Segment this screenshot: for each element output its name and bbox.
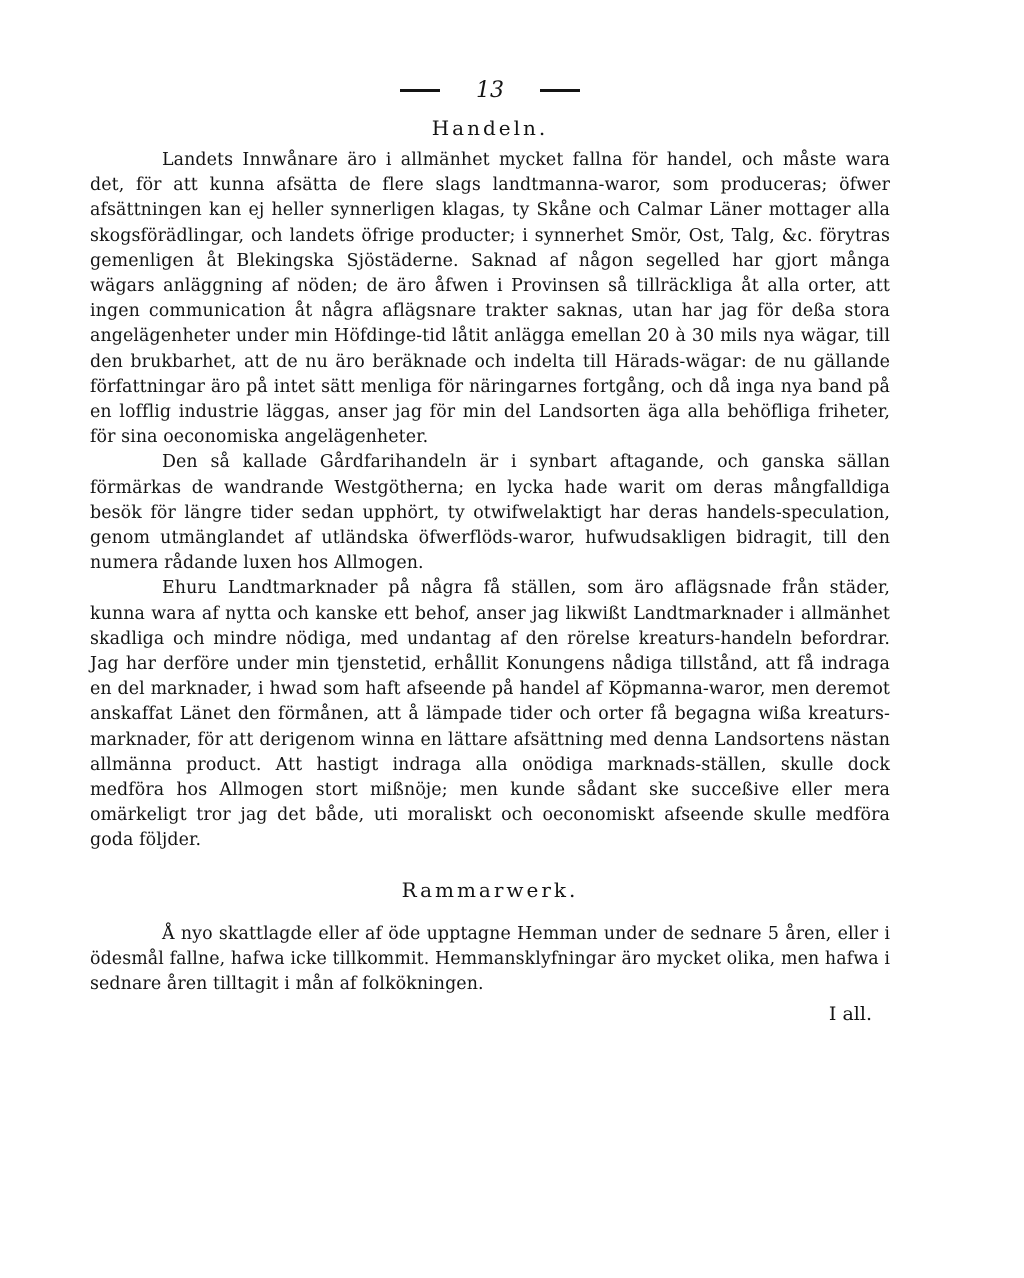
document-page — [90, 70, 890, 1025]
page-number: 13 — [476, 77, 504, 103]
header-dash-right — [540, 89, 580, 92]
paragraph-handeln-1: Landets Innwånare äro i allmänhet mycket fallna för handel, och måste wara det, för att kunna afsätta de flere slags landtmanna-waror, som produceras; öfwer afsättningen kan ej heller synnerligen klagas, ty Skåne och Calmar Läner mottager alla skogsförädlingar, och landets öfrige producter; i synnerhet Smör, Ost, Talg, &c. förytras gemenligen åt Blekingska Sjöstäderne. Saknad af någon segelled har gjort många wägars anläggning af nöden; de äro åfwen i Provinsen så tillräckliga åt alla orter, att ingen communication åt några aflägsnare trakter saknas, utan har jag för deßa stora angelägenheter under min Höfdinge-tid låtit anlägga emellan 20 à 30 mils nya wägar, till den brukbarhet, att de nu äro beräknade och indelta till Härads-wägar: de nu gällande författningar äro på intet sätt menliga för näringarnes fortgång, och då inga nya band på en lofflig industrie läggas, anser jag för min del Landsorten äga alla behöfliga friheter, för sina oeconomiska angelägenheter. — [90, 150, 890, 448]
section-heading-handeln: Handeln. — [431, 116, 549, 140]
section-heading-rammarwerk: Rammarwerk. — [401, 877, 579, 902]
header-dash-left — [400, 89, 440, 92]
paragraph-rammarwerk-1: Å nyo skattlagde eller af öde upptagne Hemman under de sednare 5 åren, eller i ödesmål fallne, hafwa icke tillkommit. Hemmansklyfningar äro mycket olika, men hafwa i sednare åren tilltagit i mån af folkökningen. — [90, 923, 890, 995]
paragraph-handeln-3: Ehuru Landtmarknader på några få ställen, som äro aflägsnade från städer, kunna wara af nytta och kanske ett behof, anser jag likwißt Landtmarknader i allmänhet skadliga och mindre nödiga, med undantag af den rörelse kreaturs-handeln befordrar. Jag har derföre under min tjenstetid, erhållit Konungens nådiga tillstånd, att få indraga en del marknader, i hwad som haft afseende på handel af Köpmanna-waror, men deremot anskaffat Länet den förmånen, att å lämpade tider och orter få begagna wißa kreaturs-marknader, för att derigenom winna en lättare afsättning med denna Landsortens nästan allmänna product. Att hastigt indraga alla onödiga marknads-ställen, skulle dock medföra hos Allmogen stort mißnöje; men kunde sådant ske succeßive eller mera omärkeligt tror jag det både, uti moraliskt och oeconomiskt afseende skulle medföra goda följder. — [90, 578, 890, 851]
page-header — [90, 70, 890, 110]
catchword: I all. — [828, 1003, 872, 1026]
paragraph-handeln-2: Den så kallade Gårdfarihandeln är i synbart aftagande, och ganska sällan förmärkas de wandrande Westgötherna; en lycka hade warit om deras mångfalldiga besök för längre tider sedan upphört, ty otwifwelaktigt har deras handels-speculation, genom utmänglandet af utländska öfwerflöds-waror, hufwudsakligen bidragit, till den numera rådande luxen hos Allmogen. — [90, 452, 890, 574]
